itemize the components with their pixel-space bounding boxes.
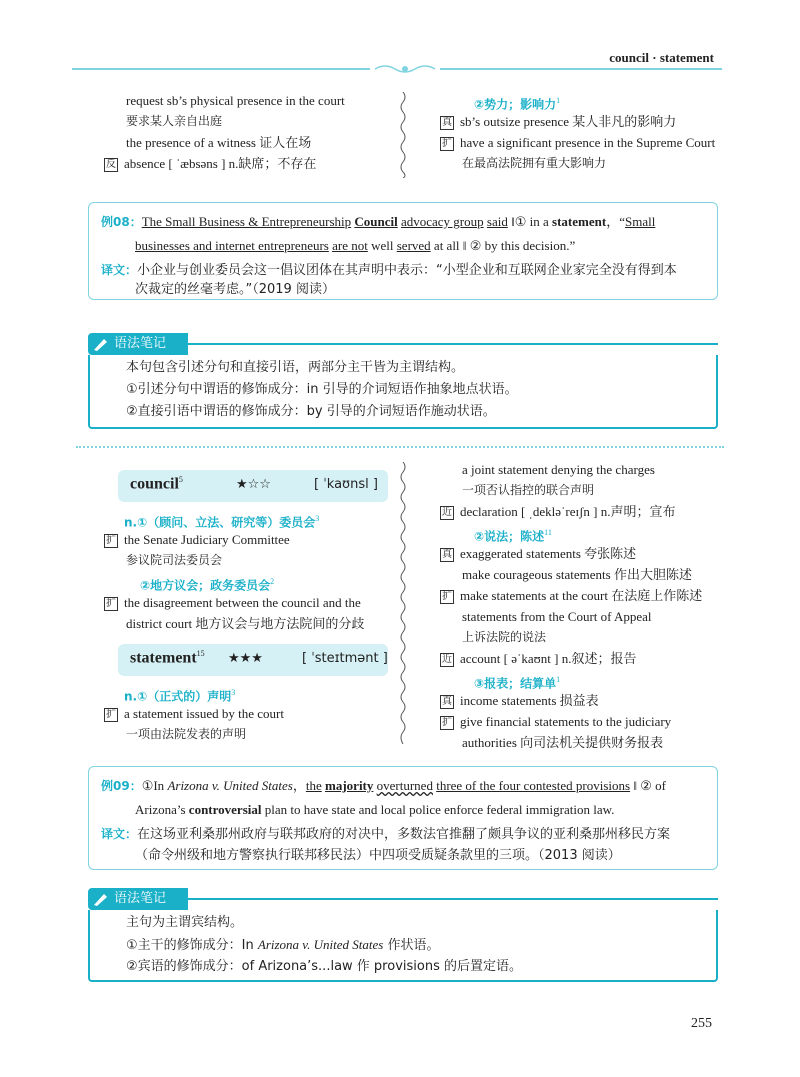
- statement-headword-card: [118, 644, 388, 676]
- presence-left-column: [104, 90, 394, 174]
- sense-heading: ②地方议会；政务委员会: [140, 578, 271, 593]
- grammar-line: ①引述分句中谓语的修饰成分：in 引导的介词短语作抽象地点状语。: [126, 382, 518, 397]
- grammar-notes-header-1: 语法笔记: [88, 333, 188, 355]
- section-divider: [76, 446, 724, 448]
- real-exam-tag: 真: [442, 696, 452, 708]
- frequency-stars: ★★★: [228, 651, 263, 666]
- example-phrase: a statement issued by the court: [124, 706, 284, 721]
- synonym-tag: 近: [442, 654, 452, 666]
- statement-right-column: a joint statement denying the charges 一项否认指控的联合声明 近 declaration [ ˌdekləˈreɪʃn ] n.声明；宣布 ②说法；陈述$^{11}$ 真 exaggerated statements 夸张陈述 make courageous statements 作出大胆陈述 扩 make statements at the court 在法庭上作陈述 statements from the Court of Appeal 上诉法院的说法 近 account [ əˈkaʊnt ] n.叙述；报告 ③报表；结算单$^1$ 真 income statements 损益表 扩 give financial statements to the judiciary authorities 向司法机关提供财务报表: [440, 459, 740, 753]
- example-09-line-1: 例09：①In Arizona v. United States，the majority overturned three of the four contested provisions ‖ ② of: [101, 778, 666, 793]
- example-phrase: income statements 损益表: [460, 693, 599, 708]
- translation-label: 译文：: [101, 263, 138, 277]
- synonym-entry: account [ əˈkaʊnt ] n.叙述；报告: [460, 651, 637, 666]
- council-definitions: n.①（顾问、立法、研究等）委员会$^3$ 扩 the Senate Judiciary Committee 参议院司法委员会 ②地方议会；政务委员会$^2$ 扩 the disagreement between the council and the district court 地方议会与地方法院间的分歧: [104, 508, 394, 634]
- example-phrase: the disagreement between the council and the: [124, 595, 361, 610]
- grammar-rule: [188, 898, 718, 900]
- header-ornament-icon: [370, 63, 440, 75]
- phrase-translation: 要求某人亲自出庭: [126, 114, 223, 128]
- example-08-line-2: businesses and internet entrepreneurs are not well served at all ‖ ② by this decision.”: [135, 238, 576, 253]
- phrase-translation: 参议院司法委员会: [126, 553, 223, 567]
- grammar-rule: [188, 343, 718, 345]
- column-divider: [398, 462, 408, 744]
- example-phrase: make courageous statements 作出大胆陈述: [462, 567, 692, 582]
- phrase-line: the presence of a witness 证人在场: [126, 135, 312, 150]
- pen-icon: [92, 336, 110, 352]
- statement-definitions: n.①（正式的）声明$^3$ 扩 a statement issued by the court 一项由法院发表的声明: [104, 682, 394, 745]
- frequency-stars: ★☆☆: [236, 477, 271, 492]
- example-label: 例08：: [101, 215, 142, 229]
- grammar-line: ②宾语的修饰成分：of Arizona’s...law 作 provisions 的后置定语。: [126, 959, 522, 974]
- example-09-line-2: Arizona’s controversial plan to have state and local police enforce federal immigration law.: [135, 802, 615, 817]
- council-headword-card: [118, 470, 388, 502]
- sense-heading: ②说法；陈述: [474, 529, 545, 544]
- example-phrase: make statements at the court 在法庭上作陈述: [460, 588, 703, 603]
- sense-heading: ②势力；影响力: [474, 97, 557, 112]
- headword: statement$^{15}$: [130, 649, 205, 667]
- page-number: 255: [691, 1016, 712, 1031]
- phrase-translation: 上诉法院的说法: [462, 630, 547, 644]
- example-09-box: [88, 766, 718, 870]
- synonym-tag: 近: [442, 507, 452, 519]
- presence-right-column: ②势力；影响力$^1$ 真 sb’s outsize presence 某人非凡的影响力 扩 have a significant presence in the Supreme Court 在最高法院拥有重大影响力: [440, 90, 730, 174]
- extend-tag: 扩: [442, 138, 452, 150]
- extend-tag: 扩: [106, 709, 116, 721]
- translation-label: 译文：: [101, 827, 138, 841]
- extend-tag: 扩: [106, 535, 116, 547]
- running-header: council · statement: [609, 50, 714, 65]
- example-phrase: give financial statements to the judiciary: [460, 714, 672, 729]
- example-08-translation-1: 译文：小企业与创业委员会这一倡议团体在其声明中表示：“小型企业和互联网企业家完全没有得到本: [101, 263, 677, 278]
- pronunciation: [ ˈkaʊnsl ]: [314, 477, 378, 492]
- sense-heading: n.①（正式的）声明: [124, 689, 232, 704]
- example-09-translation-1: 译文：在这场亚利桑那州政府与联邦政府的对决中，多数法官推翻了颇具争议的亚利桑那州移民方案: [101, 827, 671, 842]
- extend-tag: 扩: [442, 717, 452, 729]
- sense-heading: ③报表；结算单: [474, 676, 557, 691]
- example-phrase: have a significant presence in the Supreme Court: [460, 135, 716, 150]
- headword: council$^5$: [130, 475, 183, 493]
- example-phrase: sb’s outsize presence 某人非凡的影响力: [460, 114, 677, 129]
- pen-icon: [92, 891, 110, 907]
- pronunciation: [ ˈsteɪtmənt ]: [302, 651, 388, 666]
- grammar-line: ②直接引语中谓语的修饰成分：by 引导的介词短语作施动状语。: [126, 404, 496, 419]
- grammar-line: ①主干的修饰成分：In Arizona v. United States 作状语。: [126, 937, 440, 953]
- grammar-notes-box-1: [88, 355, 718, 429]
- real-exam-tag: 真: [442, 117, 452, 129]
- phrase-line: request sb’s physical presence in the court: [126, 93, 345, 108]
- phrase-translation: 一项否认指控的联合声明: [462, 483, 595, 497]
- example-phrase: authorities 向司法机关提供财务报表: [462, 735, 664, 750]
- antonym-tag: 反: [106, 159, 116, 171]
- example-08-line-1: 例08：The Small Business & Entrepreneurship Council advocacy group said ‖① in a statement，“Small: [101, 214, 656, 229]
- grammar-notes-box-2: [88, 910, 718, 982]
- example-phrase: a joint statement denying the charges: [462, 462, 655, 477]
- extend-tag: 扩: [442, 591, 452, 603]
- antonym-entry: absence [ ˈæbsəns ] n.缺席；不存在: [124, 156, 317, 171]
- synonym-entry: declaration [ ˌdekləˈreɪʃn ] n.声明；宣布: [460, 504, 676, 519]
- sense-heading: n.①（顾问、立法、研究等）委员会: [124, 515, 316, 530]
- example-phrase: exaggerated statements 夸张陈述: [460, 546, 637, 561]
- example-label: 例09：: [101, 779, 142, 793]
- example-phrase: statements from the Court of Appeal: [462, 609, 652, 624]
- grammar-notes-header-2: 语法笔记: [88, 888, 188, 910]
- example-09-translation-2: （命令州级和地方警察执行联邦移民法）中四项受质疑条款里的三项。（2013 阅读）: [135, 848, 621, 863]
- phrase-translation: 一项由法院发表的声明: [126, 727, 247, 741]
- column-divider: [398, 92, 408, 178]
- example-08-translation-2: 次裁定的丝毫考虑。”（2019 阅读）: [135, 282, 335, 297]
- example-phrase: the Senate Judiciary Committee: [124, 532, 290, 547]
- grammar-line: 主句为主谓宾结构。: [126, 915, 244, 930]
- extend-tag: 扩: [106, 598, 116, 610]
- example-08-box: [88, 202, 718, 300]
- phrase-translation: 在最高法院拥有重大影响力: [462, 156, 607, 170]
- real-exam-tag: 真: [442, 549, 452, 561]
- example-phrase: district court 地方议会与地方法院间的分歧: [126, 616, 365, 631]
- grammar-line: 本句包含引述分句和直接引语，两部分主干皆为主谓结构。: [126, 360, 465, 375]
